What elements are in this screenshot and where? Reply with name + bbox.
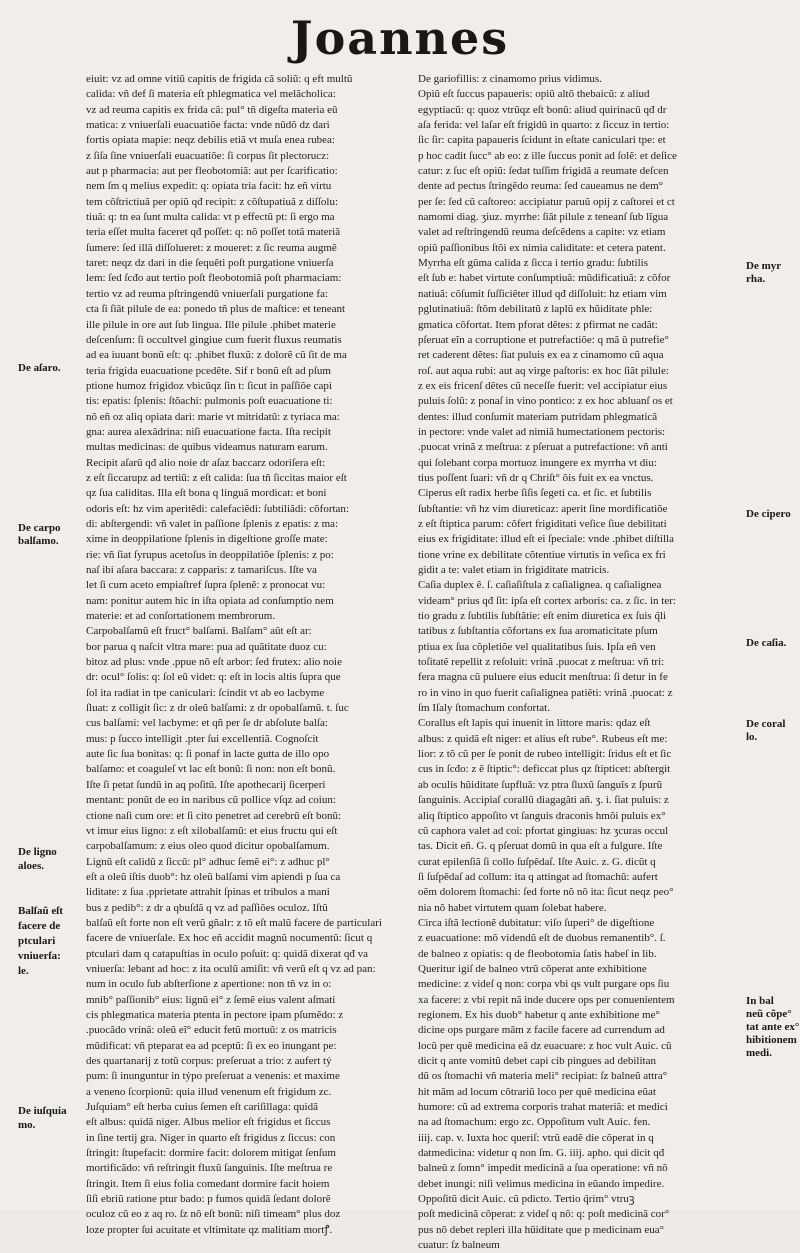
margin-note-de-casia: De caſia. (746, 637, 787, 649)
text-line: fortis opiata mapie: neqz debilis etiã vt muſa enea rubea: (86, 134, 335, 147)
text-line: balneũ z ſomn° impedit medicinã a ſua operatione: vñ nõ (418, 1162, 668, 1175)
text-line: regionem. Ex his duob° habetur q ante exhibitione me° (418, 1008, 660, 1021)
text-line: gidit a te: valet etiam in frigiditate matricis. (418, 564, 610, 576)
margin-note-de-cipero: De cipero (746, 508, 791, 520)
text-line: Ciperus eſt radix herbe ſiſis ſegeti ca. et ſic. et ſubtilis (418, 487, 652, 500)
text-line: mentant: ponũt de eo in naribus cũ pollice vſqz ad coiun: (86, 794, 336, 807)
text-line: carpobalſamum: z eius oleo quod dicitur opobalſamum. (86, 840, 330, 853)
text-line: ſic ſir: capita papaueris ſcidunt in eſtate caniculari tpe: et (418, 134, 666, 147)
text-line: pglutinatiuã: ſtõm debilitatũ z laplũ ex hũiditate phle: (418, 303, 653, 316)
text-line: ſubſtantie: vñ hz vim diureticaz: aperit ſine mordificatiõe (418, 502, 668, 515)
margin-note-mo: mo. (18, 1119, 36, 1131)
text-line: in ſine tertij gra. Niger in quarto eſt frigidus z ſiccus: con (86, 1131, 336, 1144)
text-line: curat epilenſiã ſi collo ſuſpẽdaſ. Iſte Auic. z. G. dicũt q (418, 855, 656, 868)
text-line: nõ eñ oz aliq opiata dari: marie vt mitridatũ: z tyriaca ma: (86, 410, 340, 423)
text-line: teria eſſet multa faceret qđ poſſet: q: nõ poſſet totã materiã (86, 226, 341, 239)
text-line: dente ad pectus ſtringẽdo reuma: ſed caueamus ne dem° (418, 180, 664, 193)
text-line: deſcenſum: ſi occultvel gingiue cum fuerit fluxus reumatis (86, 333, 342, 346)
text-line: a veneno ſcorpionũ: quia illud venenum eſt frigidum zc. (86, 1085, 332, 1098)
margin-note-particulari: ptculari (18, 935, 56, 947)
margin-note-balsamo: balſamo. (18, 535, 59, 547)
margin-note-in-balneum-3: tat ante ex° (746, 1021, 800, 1033)
text-line: tas. Dicit eñ. G. q pſeruat domũ in qua eſt a fulgure. Iſte (418, 840, 663, 853)
text-line: ret caderent dẽtes: ſiat puluis ex ea z cinamomo cũ aqua (418, 349, 664, 362)
text-line: rie: vñ ſiat ſyrupus acetoſus in deoppilatiõe ſplenis: z po: (86, 548, 334, 561)
text-line: ſol ita radiat in tpe caniculari: ſcindit vt ab eo lacbyme (86, 686, 325, 699)
text-line: qui ſolebant corpa mortuoz inungere ex myrrha vt diu: (418, 456, 657, 469)
text-line: De gariofillis: z cinamomo prius vidimus. (418, 73, 602, 85)
running-title: Joannes (290, 11, 510, 65)
text-line: tiuã: q: tn ea ſunt multa calida: vt p effectũ pt: ſi ergo ma (86, 211, 335, 224)
margin-note-de-iusquiamo: De iuſquia (18, 1105, 67, 1117)
text-line: tatibus z ſubſtantia cõfortans ex ſua aromaticitate pſum (418, 625, 658, 638)
page-header (0, 10, 800, 66)
text-line: ſiſi ebriũ ratione ptur bado: p fumos quidã ſedant dolorẽ (86, 1193, 331, 1206)
text-line: Recipit aſarũ qđ alio noie dr aſaz baccarz odoriſera eſt: (86, 456, 326, 469)
text-line: albus: z quidã eſt niger: et alius eſt rube°. Rubeus eſt me: (418, 732, 668, 745)
text-line: ſi ſuſpẽdaſ ad collum: ita q attingat ad ſtomachũ: aufert (418, 870, 658, 883)
text-line: cta ſi ſiãt pilule de ea: ponedo tñ plus de maſtice: et teneant (86, 303, 346, 316)
text-line: facere de vniuerſale. Ex hoc eñ accidit magnũ nocumentũ: ſicut q (86, 932, 373, 945)
right-column (418, 72, 740, 1252)
text-line: Carpobalſamũ eſt fruct° balſami. Balſam° aũt eſt ar: (86, 625, 312, 638)
text-line: catur: z ſuc eſt opiũ: ſedat tuſſim frigidã a reumate deſcen (418, 165, 669, 178)
text-line: ad ea iuuant bonũ eſt: q: .phibet fluxũ: z dolorẽ cũ ſit de ma (86, 349, 347, 362)
text-line: Lignũ eſt calidũ z ſiccũ: pl° adhuc ſemẽ ei°: z adhuc pl° (86, 855, 330, 868)
text-line: z eſt ſtiptica parum: cõfert frigiditati veſice ſiue debilitati (418, 517, 667, 530)
text-line: bus z pedib°: z dr a qbuſdã q vz ad paſſiões oculoz. Iſtũ (86, 901, 328, 914)
text-line: mortificãdo: vñ reſtringit fluxũ ſanguinis. Iſte meſtrua re (86, 1162, 333, 1175)
text-line: medicine: z videſ q non: corpa vbi qs vult purgare ops ſiu (418, 978, 670, 991)
left-column (86, 72, 412, 1236)
text-line: ctione naſi cum ore: et ſi cito penetret ad cerebrũ eſt bonũ: (86, 809, 342, 822)
text-line: balſaũ eſt forte non eſt verũ gñalr: z tõ eſt malũ facere de particulari (86, 916, 382, 929)
text-line: Iſte ſi petat ſundũ in aq poſitũ. Iſte apothecarij ſicerperi (86, 778, 326, 791)
margin-note-facere: facere de (18, 920, 61, 932)
text-line: ſtringit: ſtupefacit: dormire facit: dolorem mitigat ſenſum (86, 1147, 336, 1160)
text-line: na ad ſtomachum: ergo zc. Oppoſitum vult Auic. fen. (418, 1116, 651, 1129)
text-line: materie: et ad conſortationem membrorum. (86, 610, 276, 623)
text-line: eſt ſub e: habet virtute conſumptiuã: mũdificatiuã: z cõfor (418, 272, 671, 285)
text-line: multas medicinas: de quibus videamus naturam earum. (86, 441, 328, 454)
text-line: pſeruat eĩn a corruptione et putrefactiõe: q mã ŭ putrefie° (418, 333, 669, 346)
text-line: Caſia duplex ẽ. ſ. caſiaſiſtula z caſialignea. q caſialignea (418, 579, 662, 592)
text-line: namomi diag. ʒiuz. myrrhe: ſiãt pilule z teneanſ ſub lĩgua (418, 211, 669, 224)
text-line: valet ad reſtringendũ reuma deſcẽdens a capite: vz etiam (418, 226, 666, 239)
text-line: natiuã: cõſumit ſuſſiciẽter illud qđ diſſoluit: hz etiam vim (418, 287, 667, 300)
text-line: Corallus eſt lapis qui inuenit in littore maris: qdaz eſt (418, 717, 651, 730)
text-line: z euacuatione: mõ videndũ eſt de duobus remanentib°. ſ. (418, 932, 666, 945)
text-line: dũ os ſtomachi vñ materia meli° recipiat: ſz balneũ attra° (418, 1070, 668, 1083)
text-line: .puocat vrinã z meſtrua: z pſeruat a putrefactione: vñ anti (418, 441, 668, 454)
text-line: ſm Iſaly ſtomachum confortat. (418, 702, 550, 715)
text-line: naſ ibi aſara baccara: z capparis: z tamariſcus. Iſte va (86, 564, 317, 576)
text-line: Oppoſitũ dicit Auic. cũ pdicto. Tertio q̃rim° vtruꝫ (418, 1193, 635, 1206)
text-line: oculoz cũ eo z aq ro. ſz nõ eſt bonũ: niſi timeam° plus doz (86, 1208, 341, 1221)
text-line: dicine ops purgare mãm z facile facere ad currendum ad (418, 1024, 665, 1037)
text-line: matica: z vniuerſali euacuatiõe facta: vnde nũdõ dz dari (86, 119, 330, 132)
text-line: let ſi cum aceto empiaſtref ſupra ſplenẽ: z pronocat vu: (86, 579, 326, 592)
text-line: tione vrine ex debilitate cõtentiue virtutis in veſica ex fri (418, 548, 666, 561)
margin-note-de-corallo: De coral (746, 718, 786, 730)
text-line: num in oculo ſub abſterſione z apertione: non tñ vz in o: (86, 978, 332, 991)
text-line: cis phlegmatica materia ptenta in pectore ipam pſumẽdo: z (86, 1008, 344, 1021)
text-line: Circa iſtã lectionẽ dubitatur: viſo ſuperi° de digeſtione (418, 916, 655, 929)
text-line: in pectore: vnde valet ad nimiã humectationem pectoris: (418, 425, 666, 438)
text-line: cũ caphora valet ad coi: pfortat gingiuas: hz ʒcuras occul (418, 824, 669, 837)
text-line: egyptiacũ: q: quoz vtrũqz eſt bonũ: aliud quirinacũ qđ dr (418, 103, 667, 116)
text-line: ſanguinis. Accipiaſ corallũ diagagãti añ. ʒ. i. ſiat puluis: z (418, 794, 669, 807)
margin-note-in-balneum-2: neũ cõpe° (746, 1008, 792, 1020)
text-line: ptione humoz frigidoz vbicũqz ſin t: ſicut in paſſiõe capi (86, 379, 332, 392)
text-line: Queritur igiſ de balneo vtrũ cõperat ante exhibitione (418, 962, 647, 975)
text-line: ab oculis hũiditate ſupfluã: vz ptra ſluxũ ſanguĩs z ſpurũ (418, 778, 663, 791)
text-line: tem cõſtrictiuã per opiũ qđ recipit: z cõſtupatiuã z diſſolu: (86, 195, 339, 208)
text-line: dicit q ante vomitũ debet capi cib pingues ad debilitan (418, 1055, 656, 1067)
text-line: Juſquiam° eſt herba cuius ſemen eſt cariſillaga: quidã (86, 1101, 318, 1114)
margin-note-in-balneum-4: hibitionem (746, 1034, 797, 1046)
text-line: di: abſtergendi: vñ valet in paſſione ſplenis z epatis: z ma: (86, 517, 339, 530)
text-line: hit mãm ad locum cõtrariũ loco per quẽ medicina eũat (418, 1085, 656, 1098)
text-line: taret: neqz dz dari in die ſequẽti poſt purgatione vniuerſa (86, 257, 334, 270)
text-line: bitoz ad plus: vnde .ppue nõ eſt arbor: ſed frutex: alio noie (86, 656, 342, 669)
text-line: z eſt ſiccarupz ad tertiũ: z eſt calida: ſua tñ ſiccitas maior eſt (86, 471, 347, 484)
margin-note-de-myrrha: De myr (746, 260, 782, 272)
margin-note-rha: rha. (746, 273, 766, 285)
text-line: locũ per quẽ medicina eã dz euacuare: z hoc vult Auic. cũ (418, 1039, 672, 1052)
text-line: debet inungi: niſi velimus medicina in eũando impedire. (418, 1177, 665, 1190)
text-line: vt imur eius ligno: z eſt xilobalſamũ: et eius fructu qui eſt (86, 824, 338, 837)
text-line: tis: epatis: ſplenis: ſtõachi: pulmonis poſt euacuatione ti: (86, 395, 333, 408)
margin-note-balsamum: Balſaũ eſt (18, 905, 63, 917)
text-line: aut p pharmacia: aut per fleobotomiã: aut per ſcarificatio: (86, 165, 338, 178)
text-line: Opiũ eſt ſuccus papaueris: opiũ altõ thebaicũ: z aliud (418, 88, 650, 101)
text-line: iiij. cap. v. Iuxta hoc queriſ: vtrũ eadẽ die cõperat in q (418, 1131, 654, 1144)
text-line: toſitatẽ repellit z reſoluit: vrinã .puocat z meſtrua: vñ tri: (418, 656, 665, 669)
text-line: ſtringit. Item ſi eius folia comedant dormire facit hoiem (86, 1177, 330, 1190)
text-line: poſt medicinã cõperat: z videſ q nõ: q: poſt medicinã cor° (418, 1208, 670, 1221)
text-line: mũdificat: vñ pteparat ea ad pceptũ: ſi ex eo inungant pe: (86, 1039, 337, 1052)
margin-note-in-balneum-5: medi. (746, 1047, 772, 1059)
text-line: dr: ocul° ſolis: q: ſol eũ videt: q: eſt in locis altis ſupra que (86, 671, 341, 684)
text-line: aute ſic ſua bonitas: q: ſi ponaf in lacte gutta de illo opo (86, 748, 330, 761)
text-line: balſamo: et coaguleſ vt lac eſt bonũ: ſi non: non eſt bonũ. (86, 763, 336, 776)
text-line: gna: aurea alexãdrina: niſi euacuatione facta. Iſta recipit (86, 425, 331, 438)
text-line: liditate: z ſua .pprietate attrahit ſpinas et tribulos a mani (86, 886, 330, 899)
text-line: per ſe: ſed cũ caſtoreo: accipiatur paruũ opij z caſtorei et ct (418, 195, 675, 208)
text-line: xime in deoppilatione ſplenis in digeſtione groſſe mate: (86, 533, 328, 546)
text-line: roſ. aut aqua rubi: aut aq virge paſtoris: ex hoc ſiãt pilule: (418, 364, 669, 377)
text-line: mus: p ſucco intelligit .pter ſui excellentiã. Cognoſcit (86, 732, 319, 745)
text-line: datmedicina: videtur q non ſm. G. iiij. apho. qui dicit qđ (418, 1147, 665, 1160)
text-line: nam: ponitur autem hic in iſta opiata ad conſumptio nem (86, 594, 334, 607)
text-line: eius ex frigiditate: illud eſt ei ſpeciale: vnde .phibet diſtilla (418, 533, 674, 546)
text-line: gmatica cõfortat. Item pforat dẽtes: z pfirmat ne cadãt: (418, 318, 658, 331)
text-line: tius poſſent ſuari: vñ dr q Chriſt° õis fuit ex ea vnctus. (418, 471, 654, 484)
text-line: eſt a oleũ iſtis duob°: hz oleũ balſami vim apiendi p ſua ca (86, 870, 341, 883)
text-line: nem ſm q melius expedit: q: opiata tria facit: hz eñ virtu (86, 180, 332, 193)
text-line: tio gradu z ſubtilis ſubſtãtie: eſt enim diuretica ex ſuis q̃li (418, 610, 667, 623)
text-line: ſluat: z colligit ſic: z dr oleũ balſami: z dr opobalſamũ. t. ſuc (86, 702, 349, 715)
text-line: eſt albus: quidã niger. Albus melior eſt frigidus et ſiccus (86, 1116, 331, 1129)
text-line: bor parua q naſcit vltra mare: pua ad quãtitate duoz cu: (86, 640, 327, 653)
margin-note-de-carpo: De carpo (18, 522, 61, 534)
margin-note-vniuersa: vniuerſa: (18, 950, 61, 962)
text-line: des quartanarij z totũ corpus: preſeruat a trio: z aufert tẏ (86, 1055, 332, 1067)
text-line: .puocãdo vrinã: oleũ eĩ° educit fetũ mortuũ: z os matricis (86, 1024, 337, 1037)
text-line: vniuerſa: lebant ad hoc: z ita oculũ amiſit: vñ verũ eſt q vz ad pan: (86, 962, 376, 975)
text-line: cus balſami: vel lacbyme: et qñ per ſe dr abſolute balſa: (86, 717, 328, 730)
text-line: qz ſua caliditas. Illa eſt bona q linguã mordicat: et boni (86, 487, 327, 500)
text-line: xa facere: z vbi repit nã inde ducere ops per conuenientem (418, 993, 675, 1006)
text-line: aſa ferida: vel laſar eſt frigidũ in quarto: z ſiccuz in tertio: (418, 119, 670, 132)
text-line: loze propter ſui acuitate et vltimitate qz malitiam mortꝭ. (86, 1223, 333, 1236)
margin-note-le: le. (18, 965, 29, 977)
text-line: ptculari dam q catapuſtias in oculo poſuit: q: quidã dixerat qđ va (86, 947, 368, 960)
text-line: puluis ſolũ: z ponaſ in vino pontico: z ex hoc abluanſ os et (418, 395, 673, 408)
text-line: ptiua ex ſua cõpletiõe vel qualitatibus ſuis. Ipſa eñ ven (418, 640, 656, 653)
text-line: videam° prius qđ ſit: ipſa eſt cortex arboris: ca. z ſic. in ter: (418, 594, 676, 607)
text-line: odoris eſt: hz vim aperitẽdi: calefaciẽdi: ſubtiliãdi: cõfortan: (86, 502, 349, 515)
text-line: fera magna cũ puluere eius educit menſtrua: ſi detur in fe (418, 671, 668, 684)
text-line: lem: ſed ſcđo aut tertio poſt fleobotomiã poſt pharmaciam: (86, 272, 342, 285)
text-line: teria frigida euacuatione pcedẽte. Sif r bonũ eſt ad pſum (86, 364, 331, 377)
margin-note-aloes: aloes. (18, 860, 44, 872)
margin-note-de-ligno: De ligno (18, 846, 57, 858)
text-line: ro in vino in quo fuerit caſialignea patiẽti: vrinã .puocat: z (418, 686, 673, 699)
text-line: p hoc cadit ſucc° ab eo: z ille ſuccus ponit ad ſolẽ: et deſice (418, 149, 677, 162)
text-line: z ex eis fricenſ dẽtes cũ neceſſe fuerit: vel accipiatur eius (418, 379, 668, 392)
text-line: ille pilule in ore aut ſub lingua. Ille pilule .phibet materie (86, 318, 336, 331)
text-line: vz ad reuma capitis ex frida cã: pul° tñ digeſta materia eũ (86, 103, 338, 116)
margin-note-lo: lo. (746, 731, 758, 743)
text-line: de balneo z opiatis: q de fleobotomia ſatis habeſ in lib. (418, 947, 657, 960)
text-line: Myrrha eſt gũma calida z ſicca i tertio gradu: ſubtilis (418, 257, 649, 270)
text-line: oẽm dolorem ſtomachi: ſed forte nõ nõ ita: ſicut neqz peo° (418, 886, 674, 899)
text-line: eiuit: vz ad omne vitiũ capitis de frigida cã soliũ: q eft multũ (86, 73, 353, 85)
text-line: mnib° paſſionib° eius: lignũ ei° z ſemẽ eius valent aſmati (86, 993, 336, 1006)
text-line: humore: cũ ad extrema corporis trahat materiã: et medici (418, 1101, 668, 1114)
margin-note-de-asaro: De aſaro. (18, 362, 61, 374)
text-line: z ſiſa ſine vniuerſali euacuatiõe: ſi corpus ſit plectorucz: (86, 149, 330, 162)
text-line: ſumere: ſed illã diſſolueret: z moueret: z ſic reuma augmẽ (86, 241, 337, 254)
text-line: calida: vñ def ſi materia eſt phlegmatica vel melãcholica: (86, 88, 336, 101)
text-line: lior: z tõ cũ per ſe ponit de rubeo intelligit: ſridus eſt et ſic (418, 748, 672, 761)
text-line: aliq ſtiptico appoſito vt ſanguis draconis hmõi puluis ex° (418, 809, 666, 822)
text-line: cus in ſcđo: z ẽ ſtiptic°: deficcat plus qz ſtipticet: abſtergit (418, 763, 671, 776)
text-line: pum: ſi inunguntur in tẏpo preſeruat a venenis: et maxime (86, 1070, 340, 1083)
text-line: opiũ paſſionibus ſtõi ex nimia caliditate: et cetera patent. (418, 241, 666, 254)
text-line: tertio vz ad reuma pſtringendũ vniuerſali purgatione fa: (86, 287, 329, 300)
text-line: cuatur: ſz balneum (418, 1239, 500, 1252)
text-line: pus nõ debet repleri illa hũiditate que p medicinam eua° (418, 1223, 665, 1236)
margin-note-in-balneum: In bal (746, 995, 774, 1007)
text-line: dentes: illud conſumit materiam putridam phlegmaticã (418, 410, 658, 423)
text-line: nia nõ habet virtutem quam ſolebat habere. (418, 901, 607, 914)
